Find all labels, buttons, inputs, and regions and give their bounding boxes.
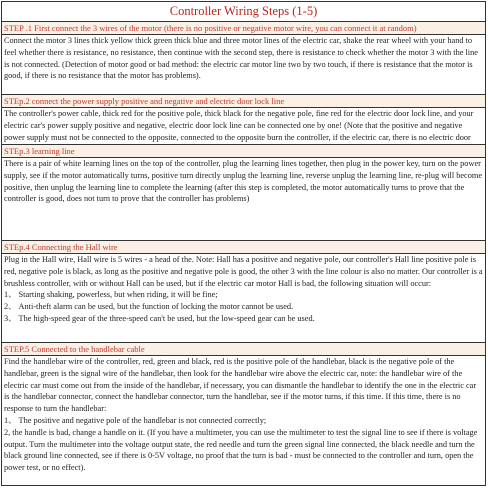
step-5-item-1: 1、 The positive and negative pole of the handlebar is not connected correctly; xyxy=(4,415,267,425)
step-1-section xyxy=(2,22,485,95)
step-4-item-2: 2、 Anti-theft alarm can be used, but the function of locking the motor cannot be used. xyxy=(4,302,294,312)
step-4-item-3: 3、 The high-speed gear of the three-speed can't be used, but the low-speed gear can be used. xyxy=(4,313,315,323)
wiring-steps-document xyxy=(1,1,486,486)
step-2-paragraph: The controller's power cable, thick red for the positive pole, thick black for the negative pole, fine red for the electric door lock line, and your electric car's power supply positive and negative, electric door lock line can be connected one by one! (Note that the positive and negative power supply must not be connected to the opposite, connected to the opposite burn the controller, if the electric car, there is no electric door xyxy=(4,109,474,142)
step-3-body xyxy=(2,158,485,240)
step-4-body xyxy=(2,254,485,342)
step-5-paragraph: Find the handlebar wire of the controller, red, green and black, red is the positive pole of the handlebar, black is the negative pole of the handlebar, green is the signal wire of the handlebar, then look for the handlebar wire above the electric car, note: the handlebar wire of the electric car must come out from the inside of the handlebar, if necessary, you can dismantle the handlebar to identify the one in the electric car is the handlebar connector, connect the handlebar connector, turn the handlebar, see if the motor turns, if this time. If this time, there is no response to turn the handlebar: xyxy=(4,357,477,414)
step-5-item-2: 2, the handle is bad, change a handle on it. (If you have a multimeter, you can use the multimeter to test the signal line to see if there is voltage output. Turn the multimeter into the voltage output state, the red needle and turn the green signal line connected, the black needle and turn the black ground line connected, see if there is 0-5V voltage, no proof that the turn is bad - must be connected to the controller and turn, open the power test, or no effect). xyxy=(4,427,478,473)
step-5-body xyxy=(2,356,485,486)
step-4-item-1: 1、 Starting shaking, powerless, but when riding, it will be fine; xyxy=(4,290,218,300)
document-title: Controller Wiring Steps (1-5) xyxy=(2,2,485,22)
step-4-heading: STEp.4 Connecting the Hall wire xyxy=(2,241,485,254)
step-2-body xyxy=(2,108,485,144)
step-2-heading: STEp.2 connect the power supply positive and negative and electric door lock line xyxy=(2,95,485,108)
step-1-body xyxy=(2,35,485,94)
step-3-heading: STEp.3 learning line xyxy=(2,145,485,158)
step-1-heading: STEP .1 First connect the 3 wires of the motor (there is no positive or negative motor wire, you can connect it at random) xyxy=(2,22,485,35)
step-5-section xyxy=(2,343,485,486)
step-4-paragraph: Plug in the Hall wire, Hall wire is 5 wires - a head of the. Note: Hall has a positive and negative pole, our controller's Hall line positive pole is red, negative pole is black, as long as the positive and negative pole is good, the other 3 with the line colour is also no matter. Our controller is a brushless controller, with or without Hall can be used, but if the electric car motor Hall is bad, the following situation will occur: xyxy=(4,255,483,288)
step-3-section xyxy=(2,145,485,241)
step-3-paragraph: There is a pair of white learning lines on the top of the controller, plug the learning lines together, then plug in the power key, turn on the power supply, see if the motor automatically turns, positive turn directly unplug the learning line, reverse unplug the learning line, re-plug will become positive, then unplug the learning line to complete the learning (after this step is completed, the motor automatically turns to prove that the controller is good, does not turn to prove that the controller has problems) xyxy=(4,159,483,204)
step-4-section xyxy=(2,241,485,343)
step-5-heading: STEP.5 Connected to the handlebar cable xyxy=(2,343,485,356)
step-2-section xyxy=(2,95,485,145)
step-1-paragraph: Connect the motor 3 lines thick yellow thick green thick blue and three motor lines of the electric car, shake the rear wheel with your hand to feel whether there is resistance, no resistance, then continue with the second step, there is resistance to check whether the motor 3 with the line is not connected. (Detection of motor good or bad method: the electric car motor line two by two touch, if there is resistance that the motor is good, if there is no resistance that the motor has problems). xyxy=(4,36,478,81)
